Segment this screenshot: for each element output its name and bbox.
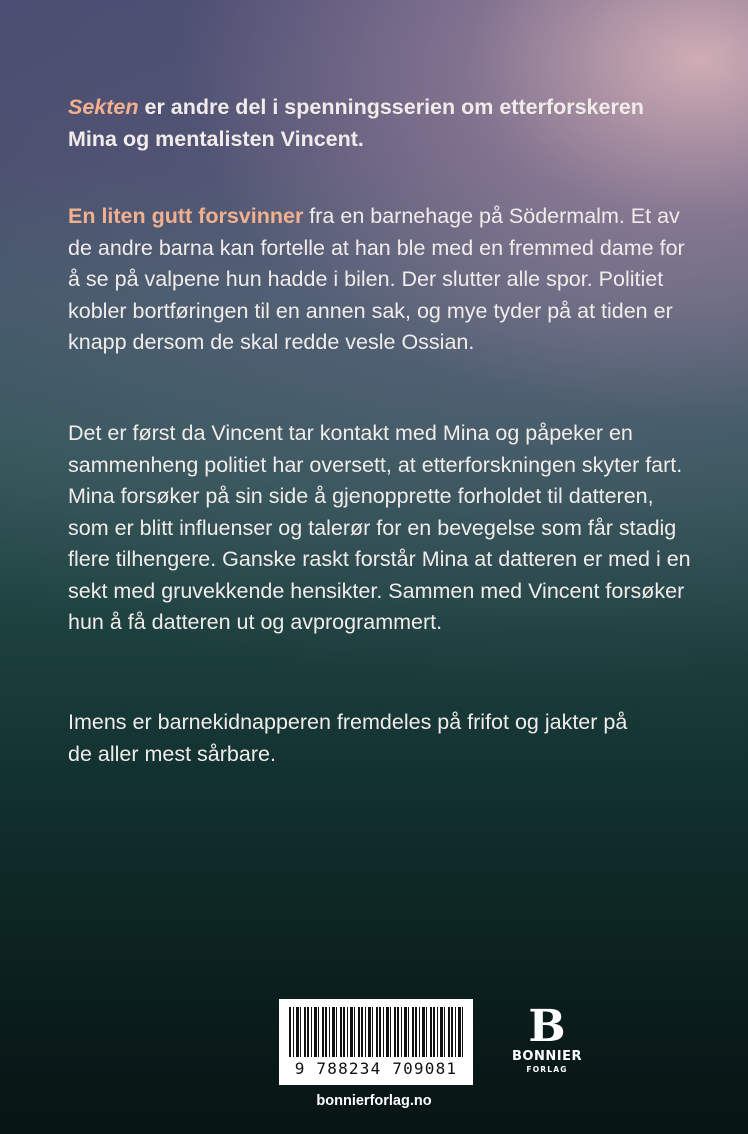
intro-text-1: er andre del i spenningsserien om etterforskeren (138, 95, 644, 119)
closing-text-line: de aller mest sårbare. (68, 741, 276, 766)
story-text-line: sammenheng politiet har oversett, at etterforskningen skyter fart. (68, 452, 683, 477)
story-paragraph (68, 418, 728, 639)
plot-text-3: å se på valpene hun hadde i bilen. Der slutter alle spor. Politiet (68, 267, 664, 291)
story-text-line: hun å få datteren ut og avprogrammert. (68, 610, 443, 634)
intro-paragraph (68, 92, 728, 155)
plot-text-5: knapp dersom de skal redde vesle Ossian. (68, 330, 475, 354)
story-text-line: Det er først da Vincent tar kontakt med Mina og påpeker en (68, 421, 633, 445)
book-title: Sekten (68, 95, 139, 119)
publisher-website: bonnierforlag.no (316, 1093, 432, 1109)
plot-text-2: de andre barna kan fortelle at han ble med en fremmed dame for (68, 235, 685, 260)
intro-text-2: Mina og mentalisten Vincent. (68, 126, 364, 151)
closing-text-line: Imens er barnekidnapperen fremdeles på frifot og jakter på (68, 710, 628, 734)
story-text-line: som er blitt influenser og talerør for en bevegelse som får stadig (68, 515, 677, 540)
story-text-line: Mina forsøker på sin side å gjenopprette forholdet til datteren, (68, 484, 654, 508)
story-text-line: flere tilhengere. Ganske raskt forstår Mina at datteren er med i en (68, 547, 691, 571)
publisher-subname: FORLAG (526, 1065, 568, 1074)
isbn-barcode (279, 999, 473, 1085)
isbn-number: 9 788234 709081 (294, 1059, 458, 1078)
plot-text-4: kobler bortføringen til en annen sak, og mye tyder på at tiden er (68, 298, 673, 323)
plot-text-1: fra en barnehage på Södermalm. Et av (303, 204, 680, 228)
story-text-line: sekt med gruvekkende hensikter. Sammen med Vincent forsøker (68, 578, 685, 603)
barcode-bars (289, 1007, 463, 1057)
closing-paragraph (68, 707, 728, 770)
publisher-logo (502, 1001, 592, 1080)
plot-paragraph (68, 201, 728, 359)
publisher-logo-icon: B (528, 1001, 566, 1052)
plot-lead: En liten gutt forsvinner (68, 204, 304, 228)
publisher-name: BONNIER (512, 1049, 582, 1064)
